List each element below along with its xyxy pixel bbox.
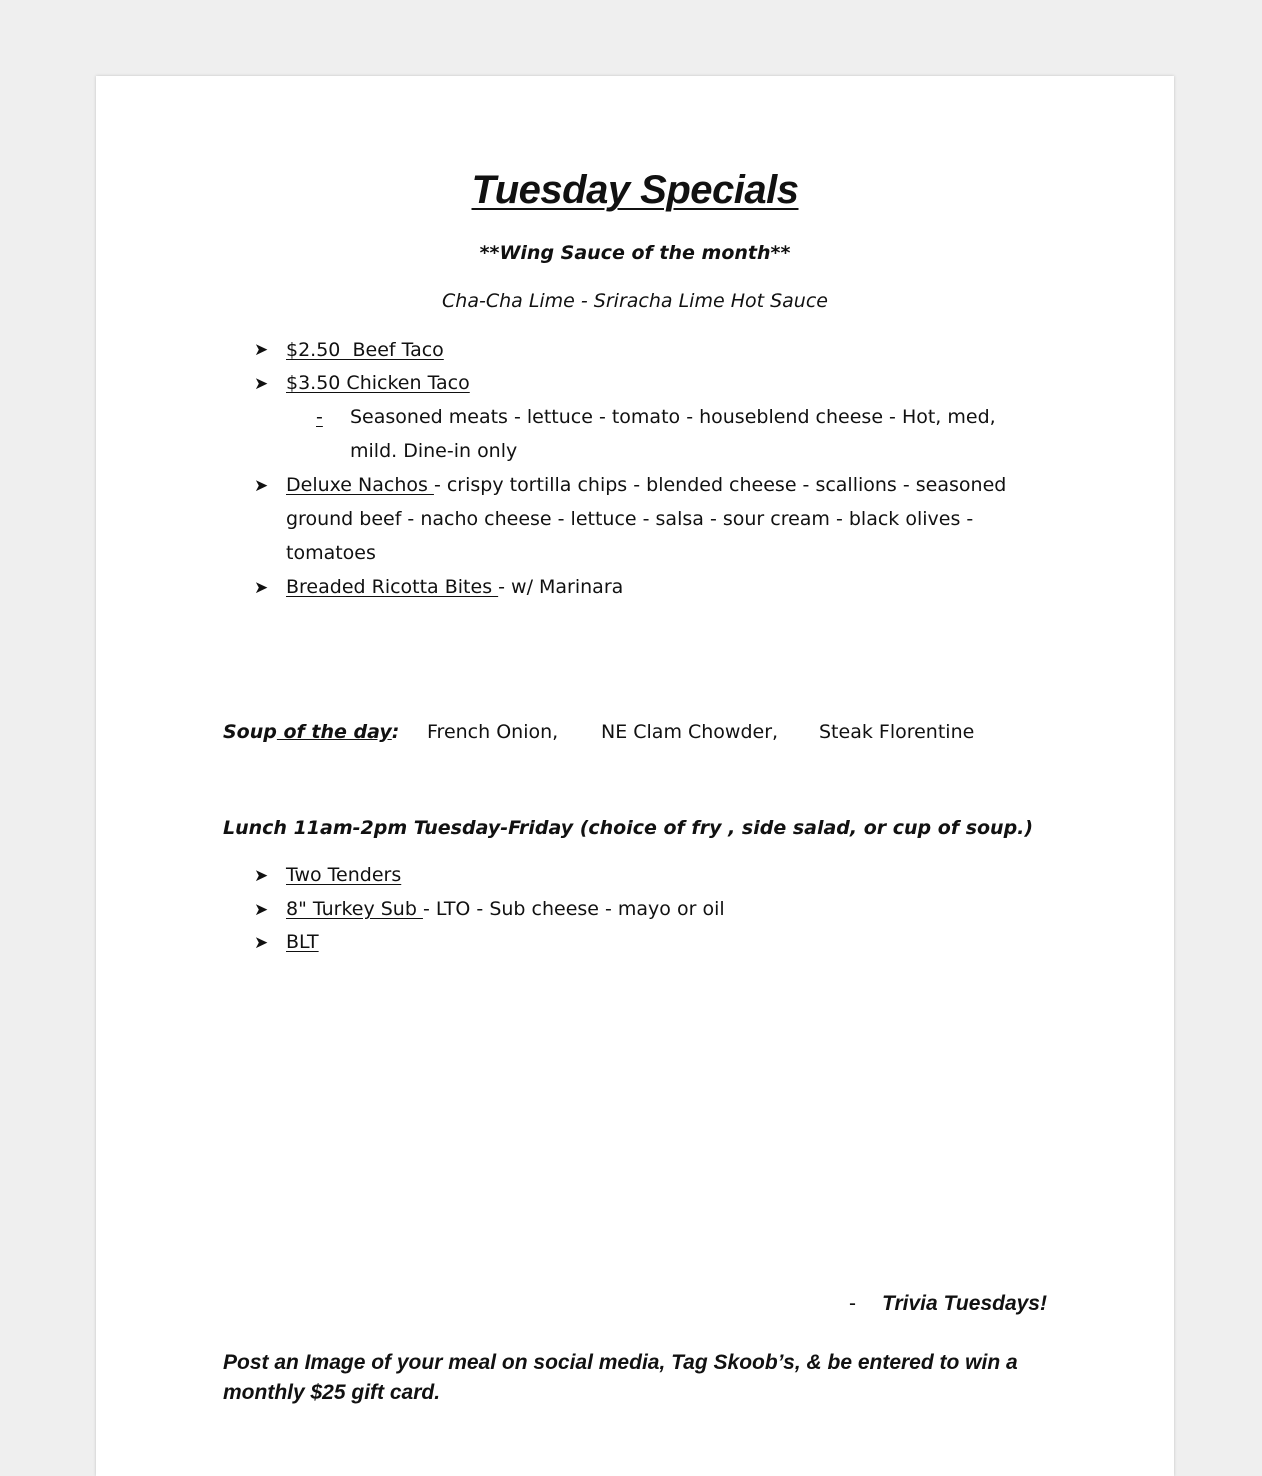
page-title: Tuesday Specials — [471, 168, 799, 212]
ricotta-description: - w/ Marinara — [498, 576, 624, 598]
list-item-two-tenders — [286, 858, 401, 892]
arrowhead-bullet-icon: ➤ — [254, 866, 269, 886]
chicken-taco-label: $3.50 Chicken Taco — [286, 372, 470, 394]
wing-sauce-heading: **Wing Sauce of the month** — [479, 242, 791, 264]
beef-taco-label: $2.50 Beef Taco — [286, 339, 444, 361]
nachos-description-line-3: tomatoes — [286, 542, 376, 564]
blt-label: BLT — [286, 931, 319, 953]
ricotta-label: Breaded Ricotta Bites — [286, 576, 499, 598]
lunch-heading: Lunch 11am-2pm Tuesday-Friday (choice of fry , side salad, or cup of soup.) — [223, 817, 1034, 839]
trivia-dash: - — [849, 1292, 856, 1315]
soup-option: Steak Florentine — [819, 721, 975, 743]
tenders-label: Two Tenders — [286, 864, 402, 886]
soup-option: French Onion, — [427, 721, 559, 743]
list-item-turkey-sub — [286, 892, 725, 926]
arrowhead-bullet-icon: ➤ — [254, 900, 269, 920]
arrowhead-bullet-icon: ➤ — [254, 340, 269, 360]
list-item-ricotta-bites — [286, 570, 623, 604]
trivia-tuesdays: Trivia Tuesdays! — [882, 1292, 1047, 1315]
arrowhead-bullet-icon: ➤ — [254, 933, 269, 953]
list-item-deluxe-nachos — [286, 468, 1006, 502]
arrowhead-bullet-icon: ➤ — [254, 374, 269, 394]
list-item-chicken-taco — [286, 366, 470, 400]
turkey-sub-description: - LTO - Sub cheese - mayo or oil — [422, 898, 725, 920]
arrowhead-bullet-icon: ➤ — [254, 476, 269, 496]
list-item-blt — [286, 925, 319, 959]
turkey-sub-label: 8" Turkey Sub — [286, 898, 423, 920]
taco-note-line-2: mild. Dine-in only — [350, 440, 518, 462]
wing-sauce-name: Cha-Cha Lime - Sriracha Lime Hot Sauce — [442, 290, 828, 312]
promo-line-2: monthly $25 gift card. — [223, 1381, 441, 1404]
document-page — [96, 76, 1174, 1476]
soup-of-the-day-label: Soup of the day: — [223, 721, 400, 743]
nachos-description: - crispy tortilla chips - blended cheese - scallions - seasoned — [433, 474, 1007, 496]
list-item-beef-taco — [286, 333, 444, 367]
soup-option: NE Clam Chowder, — [601, 721, 779, 743]
taco-note-line-1: Seasoned meats - lettuce - tomato - houseblend cheese - Hot, med, — [350, 406, 996, 428]
arrowhead-bullet-icon: ➤ — [254, 578, 269, 598]
nachos-description-line-2: ground beef - nacho cheese - lettuce - salsa - sour cream - black olives - — [286, 508, 974, 530]
promo-line-1: Post an Image of your meal on social media, Tag Skoob’s, & be entered to win a — [223, 1351, 1018, 1374]
taco-note-marker: - — [316, 406, 323, 428]
nachos-label: Deluxe Nachos — [286, 474, 434, 496]
